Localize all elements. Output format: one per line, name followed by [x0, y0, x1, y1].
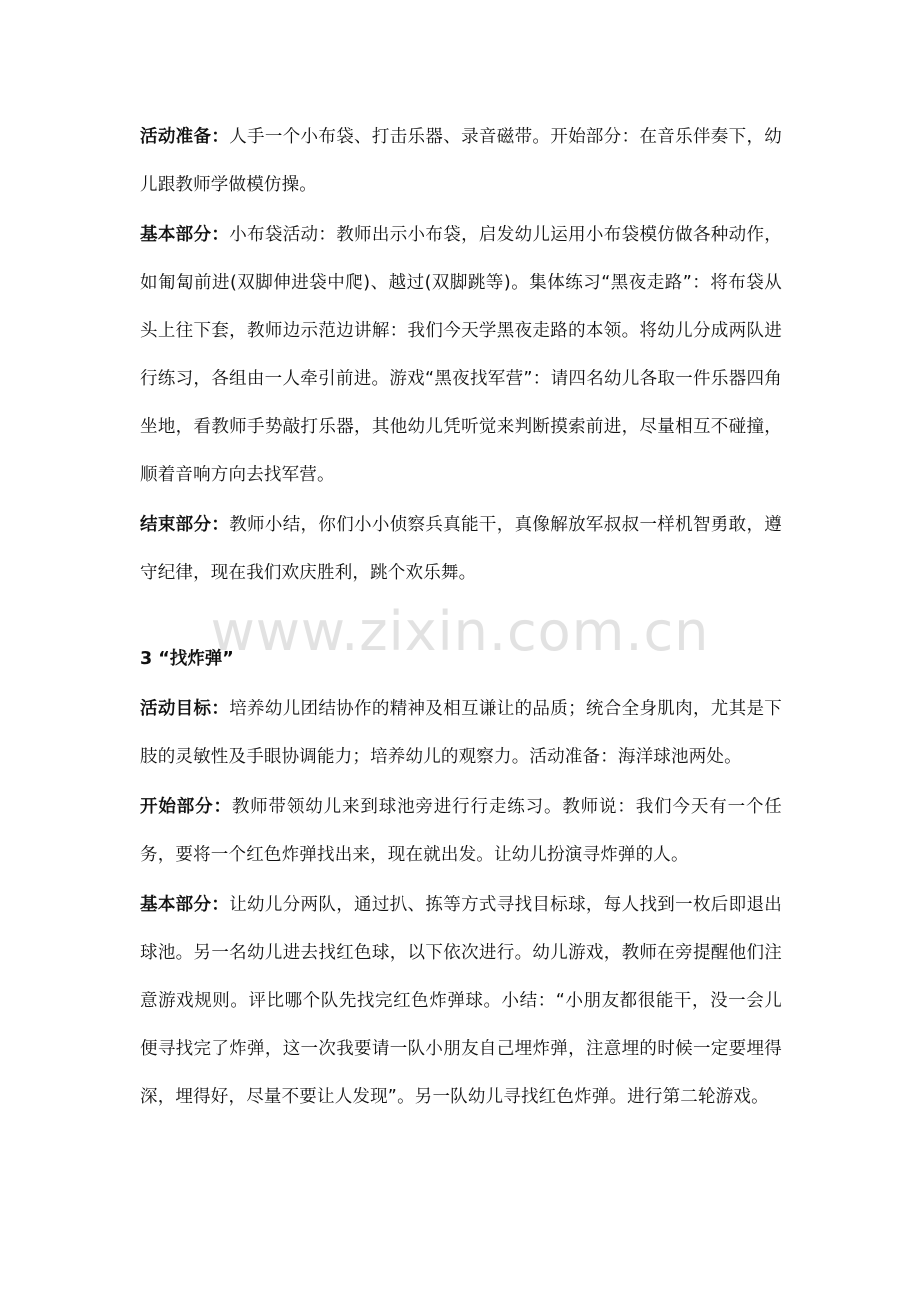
label-basic-part-2: 基本部分：	[140, 895, 230, 915]
paragraph-basic-part-2	[140, 881, 782, 1121]
watermark: www.zixin.com.cn	[210, 600, 710, 663]
document-body	[140, 113, 782, 1121]
section-title-find-bomb: 3 “找炸弹”	[140, 649, 234, 669]
label-end-part: 结束部分：	[140, 515, 230, 535]
text-activity-goal: 培养幼儿团结协作的精神及相互谦让的品质；统合全身肌肉，尤其是下肢的灵敏性及手眼协调能力；培养幼儿的观察力。活动准备：海洋球池两处。	[140, 699, 782, 767]
paragraph-activity-prep	[140, 113, 782, 209]
paragraph-start-part	[140, 783, 782, 879]
label-basic-part-1: 基本部分：	[140, 225, 230, 245]
label-start-part: 开始部分：	[140, 797, 232, 817]
text-basic-part-2: 让幼儿分两队，通过扒、拣等方式寻找目标球，每人找到一枚后即退出球池。另一名幼儿进去找红色球，以下依次进行。幼儿游戏，教师在旁提醒他们注意游戏规则。评比哪个队先找完红色炸弹球。小结：“小朋友都很能干，没一会儿便寻找完了炸弹，这一次我要请一队小朋友自己埋炸弹，注意埋的时候一定要埋得深，埋得好，尽量不要让人发现”。另一队幼儿寻找红色炸弹。进行第二轮游戏。	[140, 895, 782, 1107]
paragraph-activity-goal	[140, 685, 782, 781]
text-end-part: 教师小结，你们小小侦察兵真能干，真像解放军叔叔一样机智勇敢，遵守纪律，现在我们欢庆胜利，跳个欢乐舞。	[140, 515, 782, 583]
paragraph-basic-part-1	[140, 211, 782, 499]
text-basic-part-1: 小布袋活动：教师出示小布袋，启发幼儿运用小布袋模仿做各种动作，如匍匐前进(双脚伸进袋中爬)、越过(双脚跳等)。集体练习“黑夜走路”：将布袋从头上往下套，教师边示范边讲解：我们今天学黑夜走路的本领。将幼儿分成两队进行练习，各组由一人牵引前进。游戏“黑夜找军营”：请四名幼儿各取一件乐器四角坐地，看教师手势敲打乐器，其他幼儿凭听觉来判断摸索前进，尽量相互不碰撞，顺着音响方向去找军营。	[140, 225, 782, 485]
text-activity-prep: 人手一个小布袋、打击乐器、录音磁带。开始部分：在音乐伴奏下，幼儿跟教师学做模仿操。	[140, 127, 782, 195]
label-activity-goal: 活动目标：	[140, 699, 230, 719]
label-activity-prep: 活动准备：	[140, 127, 230, 147]
paragraph-end-part	[140, 501, 782, 597]
text-start-part: 教师带领幼儿来到球池旁进行行走练习。教师说：我们今天有一个任务，要将一个红色炸弹找出来，现在就出发。让幼儿扮演寻炸弹的人。	[140, 797, 783, 865]
